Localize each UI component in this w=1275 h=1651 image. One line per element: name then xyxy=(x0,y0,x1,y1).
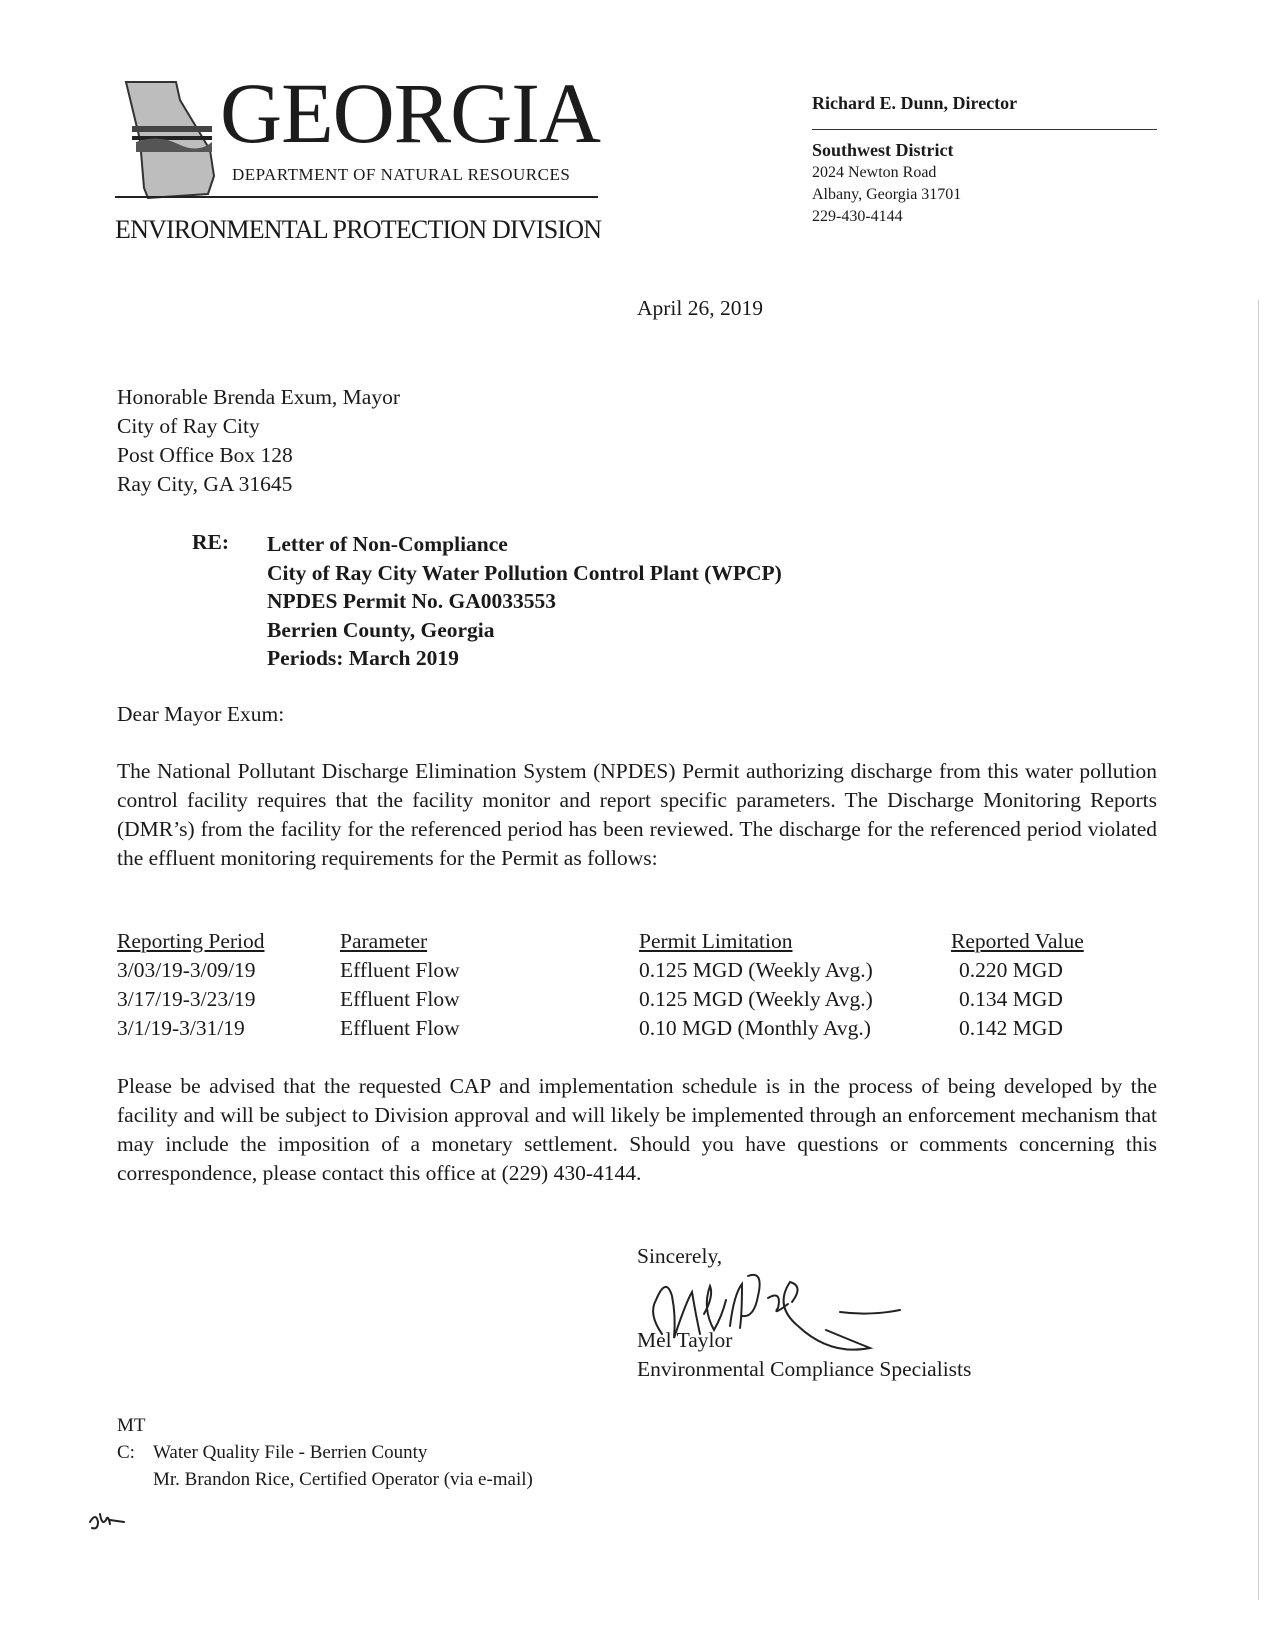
director-rule xyxy=(812,129,1157,130)
recipient-address xyxy=(117,383,400,499)
recipient-line: Honorable Brenda Exum, Mayor xyxy=(117,385,401,409)
district-address-street: 2024 Newton Road xyxy=(812,164,937,181)
re-line: Periods: March 2019 xyxy=(267,646,459,670)
re-label: RE: xyxy=(192,530,230,554)
recipient-line: City of Ray City xyxy=(117,414,260,438)
table-cell: 0.10 MGD (Monthly Avg.) xyxy=(639,1016,871,1040)
table-cell: 3/17/19-3/23/19 xyxy=(117,987,256,1011)
re-line: City of Ray City Water Pollution Control Plant (WPCP) xyxy=(267,560,782,585)
salutation: Dear Mayor Exum: xyxy=(117,702,285,726)
column-header: Reporting Period xyxy=(117,929,265,953)
table-cell: 3/1/19-3/31/19 xyxy=(117,1016,245,1040)
scan-edge-line xyxy=(1258,300,1259,1600)
handwritten-mark xyxy=(86,1508,126,1534)
violations-table xyxy=(117,927,1179,1043)
re-line: Berrien County, Georgia xyxy=(267,617,495,642)
division-name: ENVIRONMENTAL PROTECTION DIVISION xyxy=(115,215,602,244)
column-header: Reported Value xyxy=(951,929,1084,953)
letterhead-rule xyxy=(115,196,598,198)
re-line: Letter of Non-Compliance xyxy=(267,532,508,556)
cc-label: C: xyxy=(117,1442,135,1463)
table-header-row xyxy=(117,927,1179,956)
column-header: Permit Limitation xyxy=(639,929,793,953)
typist-initials: MT xyxy=(117,1415,146,1436)
table-row xyxy=(117,956,1179,985)
re-line: NPDES Permit No. GA0033553 xyxy=(267,589,557,613)
table-cell: Effluent Flow xyxy=(340,1016,460,1040)
column-header: Parameter xyxy=(340,929,428,953)
table-cell: 0.142 MGD xyxy=(959,1016,1063,1040)
district-phone: 229-430-4144 xyxy=(812,208,903,225)
body-paragraph: Please be advised that the requested CAP and implementation schedule is in the process of being developed by the facility and will be subject to Division approval and will likely be implemented through an enforcement mechanism that may include the imposition of a monetary settlement. Should you have questions or comments concerning this correspondence, please contact this office at (229) 430-4144. xyxy=(117,1074,1157,1185)
table-cell: Effluent Flow xyxy=(340,958,460,982)
table-row xyxy=(117,1014,1179,1043)
director-name: Richard E. Dunn, Director xyxy=(812,93,1018,113)
table-row xyxy=(117,985,1179,1014)
table-cell: 3/03/19-3/09/19 xyxy=(117,958,256,982)
recipient-line: Ray City, GA 31645 xyxy=(117,472,293,496)
signer-name: Mel Taylor xyxy=(637,1328,733,1352)
table-cell: 0.125 MGD (Weekly Avg.) xyxy=(639,987,873,1011)
closing: Sincerely, xyxy=(637,1244,723,1268)
table-cell: Effluent Flow xyxy=(340,987,460,1011)
table-cell: 0.220 MGD xyxy=(959,958,1063,982)
letter-date: April 26, 2019 xyxy=(637,296,764,320)
department-name: DEPARTMENT OF NATURAL RESOURCES xyxy=(232,165,571,184)
district-address-city: Albany, Georgia 31701 xyxy=(812,186,962,203)
table-cell: 0.134 MGD xyxy=(959,987,1063,1011)
signer-title: Environmental Compliance Specialists xyxy=(637,1357,972,1381)
cc-recipient: Mr. Brandon Rice, Certified Operator (via e-mail) xyxy=(153,1469,533,1490)
cc-recipient: Water Quality File - Berrien County xyxy=(153,1442,428,1463)
georgia-state-map-logo xyxy=(118,80,218,200)
table-cell: 0.125 MGD (Weekly Avg.) xyxy=(639,958,873,982)
district-name: Southwest District xyxy=(812,140,954,160)
agency-name: GEORGIA xyxy=(220,65,600,161)
re-subject xyxy=(267,530,782,673)
body-paragraph: The National Pollutant Discharge Elimination System (NPDES) Permit authorizing discharge from this water pollution control facility requires that the facility monitor and report specific parameters. The Discharge Monitoring Reports (DMR’s) from the facility for the referenced period has been reviewed. The discharge for the referenced period violated the effluent monitoring requirements for the Permit as follows: xyxy=(117,759,1157,870)
recipient-line: Post Office Box 128 xyxy=(117,443,293,467)
